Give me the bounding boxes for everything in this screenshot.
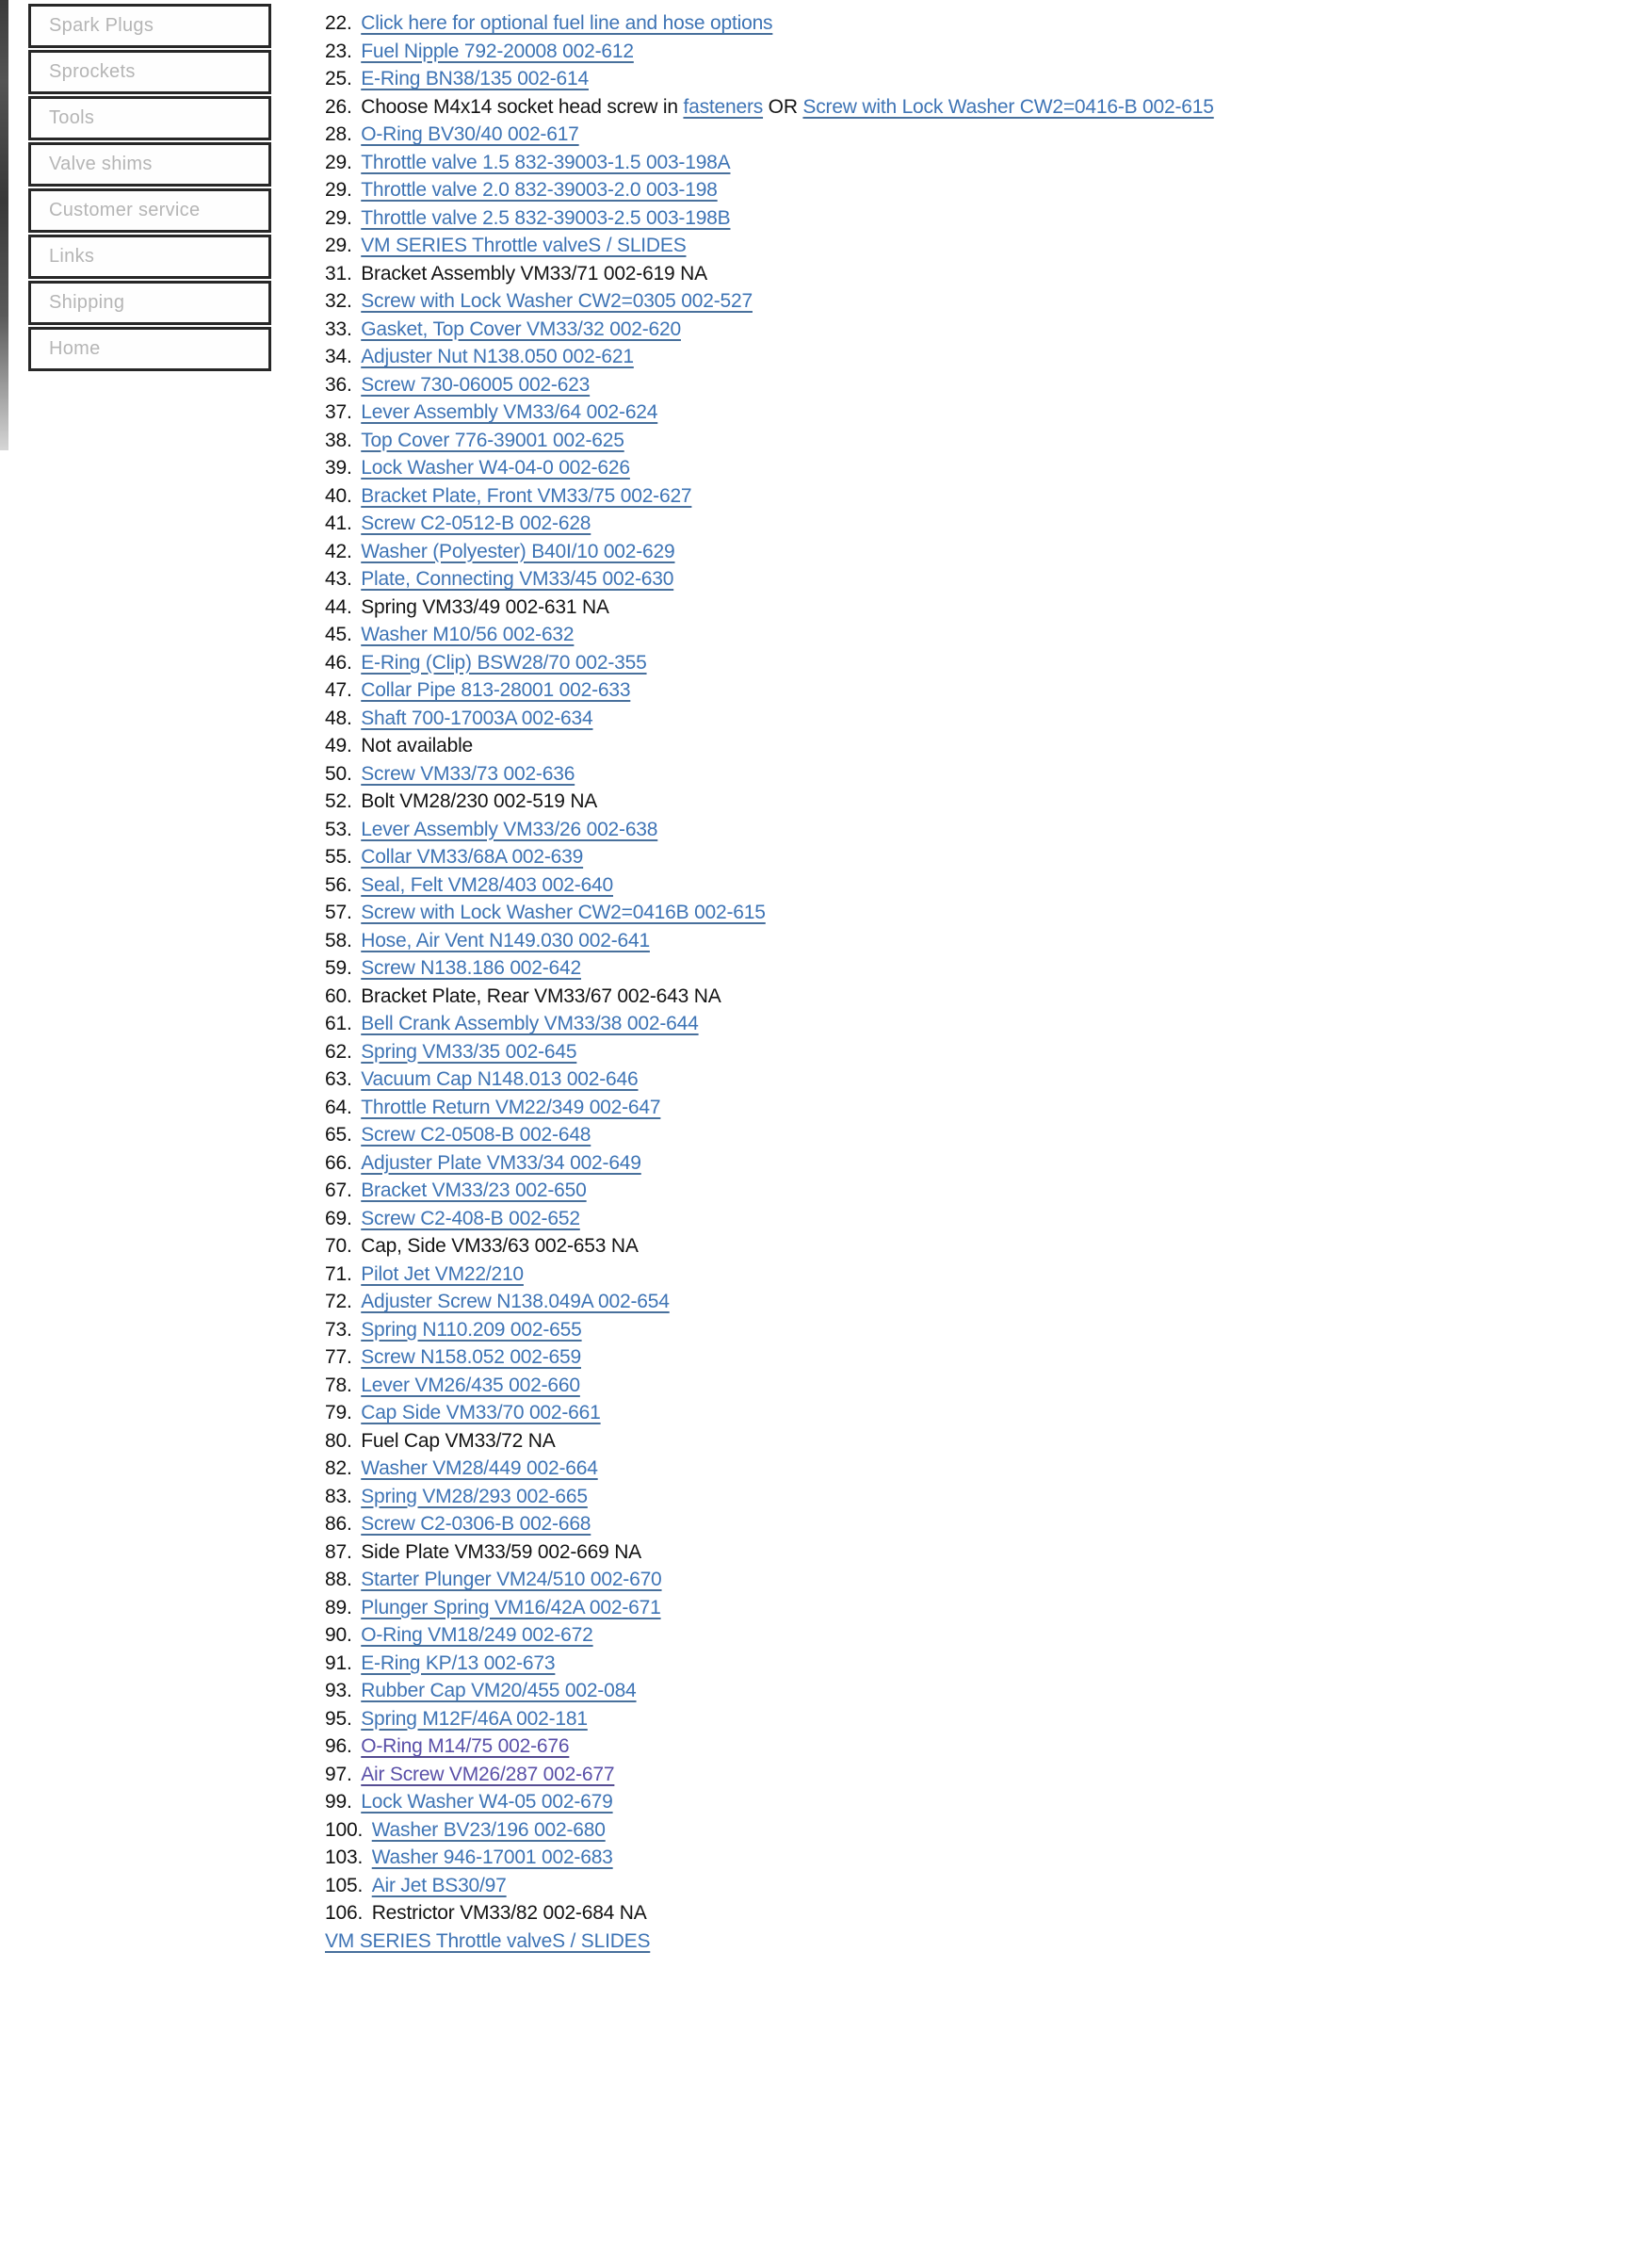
list-item <box>325 121 1615 149</box>
item-number: 25. <box>325 68 358 89</box>
item-number: 70. <box>325 1235 358 1257</box>
list-item <box>325 1065 1615 1094</box>
list-item <box>325 454 1615 482</box>
list-item <box>325 1483 1615 1511</box>
list-item <box>325 427 1615 455</box>
sidebar <box>28 4 271 373</box>
sidebar-item-home[interactable]: Home <box>28 327 271 371</box>
item-number: 69. <box>325 1207 358 1229</box>
item-number: 48. <box>325 707 358 729</box>
item-number: 52. <box>325 790 358 812</box>
item-link[interactable]: Spring M12F/46A 002-181 <box>361 1707 588 1730</box>
item-link[interactable]: Washer BV23/196 002-680 <box>371 1818 606 1841</box>
item-number: 43. <box>325 568 358 590</box>
item-number: 31. <box>325 262 358 285</box>
list-item <box>325 1316 1615 1344</box>
item-number: 45. <box>325 624 358 645</box>
list-item <box>325 1844 1615 1872</box>
item-number: 67. <box>325 1179 358 1201</box>
list-item <box>325 1427 1615 1456</box>
list-item <box>325 65 1615 93</box>
item-link[interactable]: Gasket, Top Cover VM33/32 002-620 <box>361 317 681 340</box>
item-number: 38. <box>325 429 358 451</box>
item-number: 26. <box>325 95 358 118</box>
item-number: 95. <box>325 1707 358 1730</box>
item-number: 47. <box>325 679 358 701</box>
sidebar-item-tools[interactable]: Tools <box>28 96 271 140</box>
item-number: 58. <box>325 929 358 952</box>
item-link[interactable]: Screw N158.052 002-659 <box>361 1346 581 1368</box>
item-number: 46. <box>325 651 358 674</box>
item-link[interactable]: O-Ring M14/75 002-676 <box>361 1735 570 1757</box>
item-link[interactable]: Pilot Jet VM22/210 <box>361 1262 524 1285</box>
item-number: 49. <box>325 735 358 756</box>
list-item <box>325 1121 1615 1149</box>
item-text: Bracket Assembly VM33/71 002-619 NA <box>361 262 707 285</box>
item-number: 96. <box>325 1735 358 1757</box>
list-item <box>325 510 1615 538</box>
list-item <box>325 1566 1615 1594</box>
item-link[interactable]: Bracket VM33/23 002-650 <box>361 1179 587 1201</box>
item-number: 62. <box>325 1040 358 1063</box>
item-number: 80. <box>325 1429 358 1452</box>
item-text: Fuel Cap VM33/72 NA <box>361 1429 556 1452</box>
item-link[interactable]: Lock Washer W4-04-0 002-626 <box>361 457 630 479</box>
item-link[interactable]: Adjuster Screw N138.049A 002-654 <box>361 1291 670 1312</box>
item-link[interactable]: Starter Plunger VM24/510 002-670 <box>361 1569 662 1590</box>
list-item <box>325 38 1615 66</box>
sidebar-item-customer-service[interactable]: Customer service <box>28 188 271 233</box>
list-item <box>325 1094 1615 1122</box>
item-text: OR <box>763 95 803 118</box>
item-link[interactable]: Washer (Polyester) B40I/10 002-629 <box>361 540 675 562</box>
item-link[interactable]: Adjuster Plate VM33/34 002-649 <box>361 1151 641 1174</box>
item-number: 44. <box>325 595 358 618</box>
item-number: 91. <box>325 1651 358 1674</box>
item-number: 39. <box>325 457 358 479</box>
item-link[interactable]: Spring VM28/293 002-665 <box>361 1485 588 1507</box>
item-link[interactable]: Screw C2-0512-B 002-628 <box>361 512 591 534</box>
item-link[interactable]: Lever VM26/435 002-660 <box>361 1374 580 1396</box>
item-link[interactable]: Air Jet BS30/97 <box>371 1874 507 1896</box>
item-number: 37. <box>325 401 358 423</box>
item-number: 63. <box>325 1068 358 1090</box>
list-item <box>325 204 1615 233</box>
list-item <box>325 1149 1615 1178</box>
item-number: 97. <box>325 1763 358 1785</box>
list-item <box>325 1510 1615 1538</box>
item-link[interactable]: Lever Assembly VM33/26 002-638 <box>361 818 658 840</box>
item-text: Cap, Side VM33/63 002-653 NA <box>361 1235 639 1257</box>
item-number: 106. <box>325 1902 368 1924</box>
item-number: 93. <box>325 1680 358 1701</box>
sidebar-item-links[interactable]: Links <box>28 235 271 279</box>
item-link[interactable]: Collar Pipe 813-28001 002-633 <box>361 679 631 701</box>
item-number: 59. <box>325 957 358 979</box>
item-link[interactable]: O-Ring VM18/249 002-672 <box>361 1624 593 1646</box>
item-link[interactable]: Throttle valve 2.0 832-39003-2.0 003-198 <box>361 179 718 201</box>
list-item <box>325 927 1615 955</box>
item-link[interactable]: Rubber Cap VM20/455 002-084 <box>361 1680 637 1701</box>
item-link[interactable]: Vacuum Cap N148.013 002-646 <box>361 1068 639 1090</box>
list-item <box>325 1399 1615 1427</box>
item-link[interactable]: Hose, Air Vent N149.030 002-641 <box>361 929 650 952</box>
list-item <box>325 1038 1615 1066</box>
list-item <box>325 399 1615 427</box>
list-item <box>325 1455 1615 1483</box>
list-item <box>325 1594 1615 1622</box>
list-item <box>325 316 1615 344</box>
item-number: 89. <box>325 1596 358 1618</box>
item-link[interactable]: VM SERIES Throttle valveS / SLIDES <box>361 235 687 256</box>
list-item <box>325 1788 1615 1816</box>
item-number: 36. <box>325 373 358 396</box>
list-item <box>325 93 1615 122</box>
item-number: 40. <box>325 484 358 507</box>
item-number: 105. <box>325 1874 368 1896</box>
list-item <box>325 1621 1615 1650</box>
scan-edge-artifact <box>0 0 8 450</box>
list-item <box>325 482 1615 511</box>
list-item <box>325 1677 1615 1705</box>
item-link[interactable]: Spring VM33/35 002-645 <box>361 1040 577 1063</box>
item-link[interactable]: Shaft 700-17003A 002-634 <box>361 707 593 729</box>
item-link[interactable]: O-Ring BV30/40 002-617 <box>361 123 579 145</box>
item-link[interactable]: Screw with Lock Washer CW2=0416-B 002-615 <box>802 95 1214 118</box>
item-link[interactable]: Seal, Felt VM28/403 002-640 <box>361 873 614 896</box>
item-text: Choose M4x14 socket head screw in <box>361 95 684 118</box>
item-number: 60. <box>325 984 358 1007</box>
item-link[interactable]: E-Ring (Clip) BSW28/70 002-355 <box>361 651 647 674</box>
item-link[interactable]: Cap Side VM33/70 002-661 <box>361 1402 601 1423</box>
list-item <box>325 9 1615 38</box>
item-number: 29. <box>325 151 358 173</box>
list-item <box>325 260 1615 288</box>
list-item <box>325 1261 1615 1289</box>
sidebar-item-valve-shims[interactable]: Valve shims <box>28 142 271 187</box>
item-link[interactable]: Screw C2-0508-B 002-648 <box>361 1124 591 1146</box>
list-item <box>325 287 1615 316</box>
list-item <box>325 983 1615 1011</box>
item-link[interactable]: Screw VM33/73 002-636 <box>361 762 575 785</box>
item-number: 33. <box>325 317 358 340</box>
item-number: 73. <box>325 1318 358 1341</box>
item-number: 71. <box>325 1262 358 1285</box>
item-number: 72. <box>325 1291 358 1312</box>
item-number: 88. <box>325 1569 358 1590</box>
list-item <box>325 1372 1615 1400</box>
item-link[interactable]: Screw with Lock Washer CW2=0416B 002-615 <box>361 902 766 923</box>
item-link[interactable]: Bracket Plate, Front VM33/75 002-627 <box>361 484 692 507</box>
list-item <box>325 149 1615 177</box>
item-number: 83. <box>325 1485 358 1507</box>
item-link[interactable]: E-Ring KP/13 002-673 <box>361 1651 556 1674</box>
list-item <box>325 1232 1615 1261</box>
item-text: Side Plate VM33/59 002-669 NA <box>361 1540 641 1563</box>
item-link[interactable]: Washer 946-17001 002-683 <box>371 1846 613 1868</box>
list-item <box>325 1872 1615 1900</box>
list-item <box>325 176 1615 204</box>
item-link[interactable]: Screw N138.186 002-642 <box>361 957 581 979</box>
list-item <box>325 760 1615 789</box>
list-item <box>325 788 1615 816</box>
item-text: Bracket Plate, Rear VM33/67 002-643 NA <box>361 984 721 1007</box>
item-link[interactable]: Screw C2-0306-B 002-668 <box>361 1513 591 1535</box>
item-link[interactable]: Screw C2-408-B 002-652 <box>361 1207 580 1229</box>
list-item <box>325 1288 1615 1316</box>
item-number: 42. <box>325 540 358 562</box>
item-link[interactable]: E-Ring BN38/135 002-614 <box>361 68 589 89</box>
item-link[interactable]: Washer VM28/449 002-664 <box>361 1457 598 1479</box>
list-item <box>325 1177 1615 1205</box>
item-number: 29. <box>325 206 358 229</box>
item-link[interactable]: Screw with Lock Washer CW2=0305 002-527 <box>361 290 753 312</box>
item-number: 32. <box>325 290 358 312</box>
list-item <box>325 232 1615 260</box>
item-link[interactable]: Throttle valve 2.5 832-39003-2.5 003-198B <box>361 206 731 229</box>
item-link[interactable]: Click here for optional fuel line and hose options <box>361 12 773 34</box>
item-link[interactable]: fasteners <box>683 95 764 118</box>
list-item <box>325 676 1615 705</box>
list-item <box>325 1899 1615 1928</box>
list-item <box>325 649 1615 677</box>
item-number: 77. <box>325 1346 358 1368</box>
item-number: 103. <box>325 1846 368 1868</box>
list-item <box>325 871 1615 900</box>
list-item <box>325 1928 1615 1956</box>
item-number: 41. <box>325 512 358 534</box>
item-link[interactable]: Fuel Nipple 792-20008 002-612 <box>361 40 634 62</box>
list-item <box>325 371 1615 399</box>
item-number: 28. <box>325 123 358 145</box>
item-number: 78. <box>325 1374 358 1396</box>
item-link[interactable]: Throttle valve 1.5 832-39003-1.5 003-198A <box>361 151 731 173</box>
item-number: 53. <box>325 818 358 840</box>
list-item <box>325 565 1615 594</box>
list-item <box>325 1205 1615 1233</box>
list-item <box>325 1538 1615 1567</box>
item-number: 57. <box>325 902 358 923</box>
item-link[interactable]: Spring N110.209 002-655 <box>361 1318 582 1341</box>
item-link[interactable]: Screw 730-06005 002-623 <box>361 373 591 396</box>
item-link[interactable]: Lever Assembly VM33/64 002-624 <box>361 401 658 423</box>
list-item <box>325 343 1615 371</box>
item-link[interactable]: Throttle Return VM22/349 002-647 <box>361 1096 661 1118</box>
item-number: 22. <box>325 12 358 34</box>
item-number: 82. <box>325 1457 358 1479</box>
item-link[interactable]: Air Screw VM26/287 002-677 <box>361 1763 615 1785</box>
item-link[interactable]: Adjuster Nut N138.050 002-621 <box>361 346 634 367</box>
list-item <box>325 899 1615 927</box>
list-item <box>325 954 1615 983</box>
sidebar-item-shipping[interactable]: Shipping <box>28 281 271 325</box>
item-text: Bolt VM28/230 002-519 NA <box>361 790 598 812</box>
item-number: 90. <box>325 1624 358 1646</box>
list-item <box>325 843 1615 871</box>
list-item <box>325 1761 1615 1789</box>
item-number: 87. <box>325 1540 358 1563</box>
list-item <box>325 732 1615 760</box>
list-item <box>325 1705 1615 1733</box>
item-link[interactable]: Top Cover 776-39001 002-625 <box>361 429 624 451</box>
list-item <box>325 538 1615 566</box>
item-number: 55. <box>325 846 358 868</box>
item-text: Restrictor VM33/82 002-684 NA <box>371 1902 647 1924</box>
list-item <box>325 1343 1615 1372</box>
item-number: 66. <box>325 1151 358 1174</box>
list-item <box>325 816 1615 844</box>
sidebar-item-sprockets[interactable]: Sprockets <box>28 50 271 94</box>
item-number: 99. <box>325 1791 358 1813</box>
item-number: 61. <box>325 1013 358 1034</box>
sidebar-item-spark-plugs[interactable]: Spark Plugs <box>28 4 271 48</box>
item-link[interactable]: Washer M10/56 002-632 <box>361 624 575 645</box>
item-number: 50. <box>325 762 358 785</box>
list-item <box>325 1650 1615 1678</box>
item-number: 23. <box>325 40 358 62</box>
list-item <box>325 1732 1615 1761</box>
item-text: Spring VM33/49 002-631 NA <box>361 595 609 618</box>
item-number: 100. <box>325 1818 368 1841</box>
item-link[interactable]: Plunger Spring VM16/42A 002-671 <box>361 1596 661 1618</box>
list-item <box>325 1816 1615 1845</box>
item-link[interactable]: Lock Washer W4-05 002-679 <box>361 1791 613 1813</box>
list-item <box>325 621 1615 649</box>
item-text: Not available <box>361 735 474 756</box>
list-item <box>325 1010 1615 1038</box>
item-number: 29. <box>325 179 358 201</box>
list-item <box>325 594 1615 622</box>
item-link[interactable]: Plate, Connecting VM33/45 002-630 <box>361 568 674 590</box>
item-number: 34. <box>325 346 358 367</box>
item-number: 79. <box>325 1402 358 1423</box>
item-link[interactable]: Collar VM33/68A 002-639 <box>361 846 584 868</box>
item-link[interactable]: Bell Crank Assembly VM33/38 002-644 <box>361 1013 699 1034</box>
item-number: 86. <box>325 1513 358 1535</box>
item-number: 64. <box>325 1096 358 1118</box>
parts-list <box>325 9 1615 1955</box>
item-link[interactable]: VM SERIES Throttle valveS / SLIDES <box>325 1929 651 1952</box>
item-number: 29. <box>325 235 358 256</box>
item-number: 56. <box>325 873 358 896</box>
item-number: 65. <box>325 1124 358 1146</box>
list-item <box>325 705 1615 733</box>
